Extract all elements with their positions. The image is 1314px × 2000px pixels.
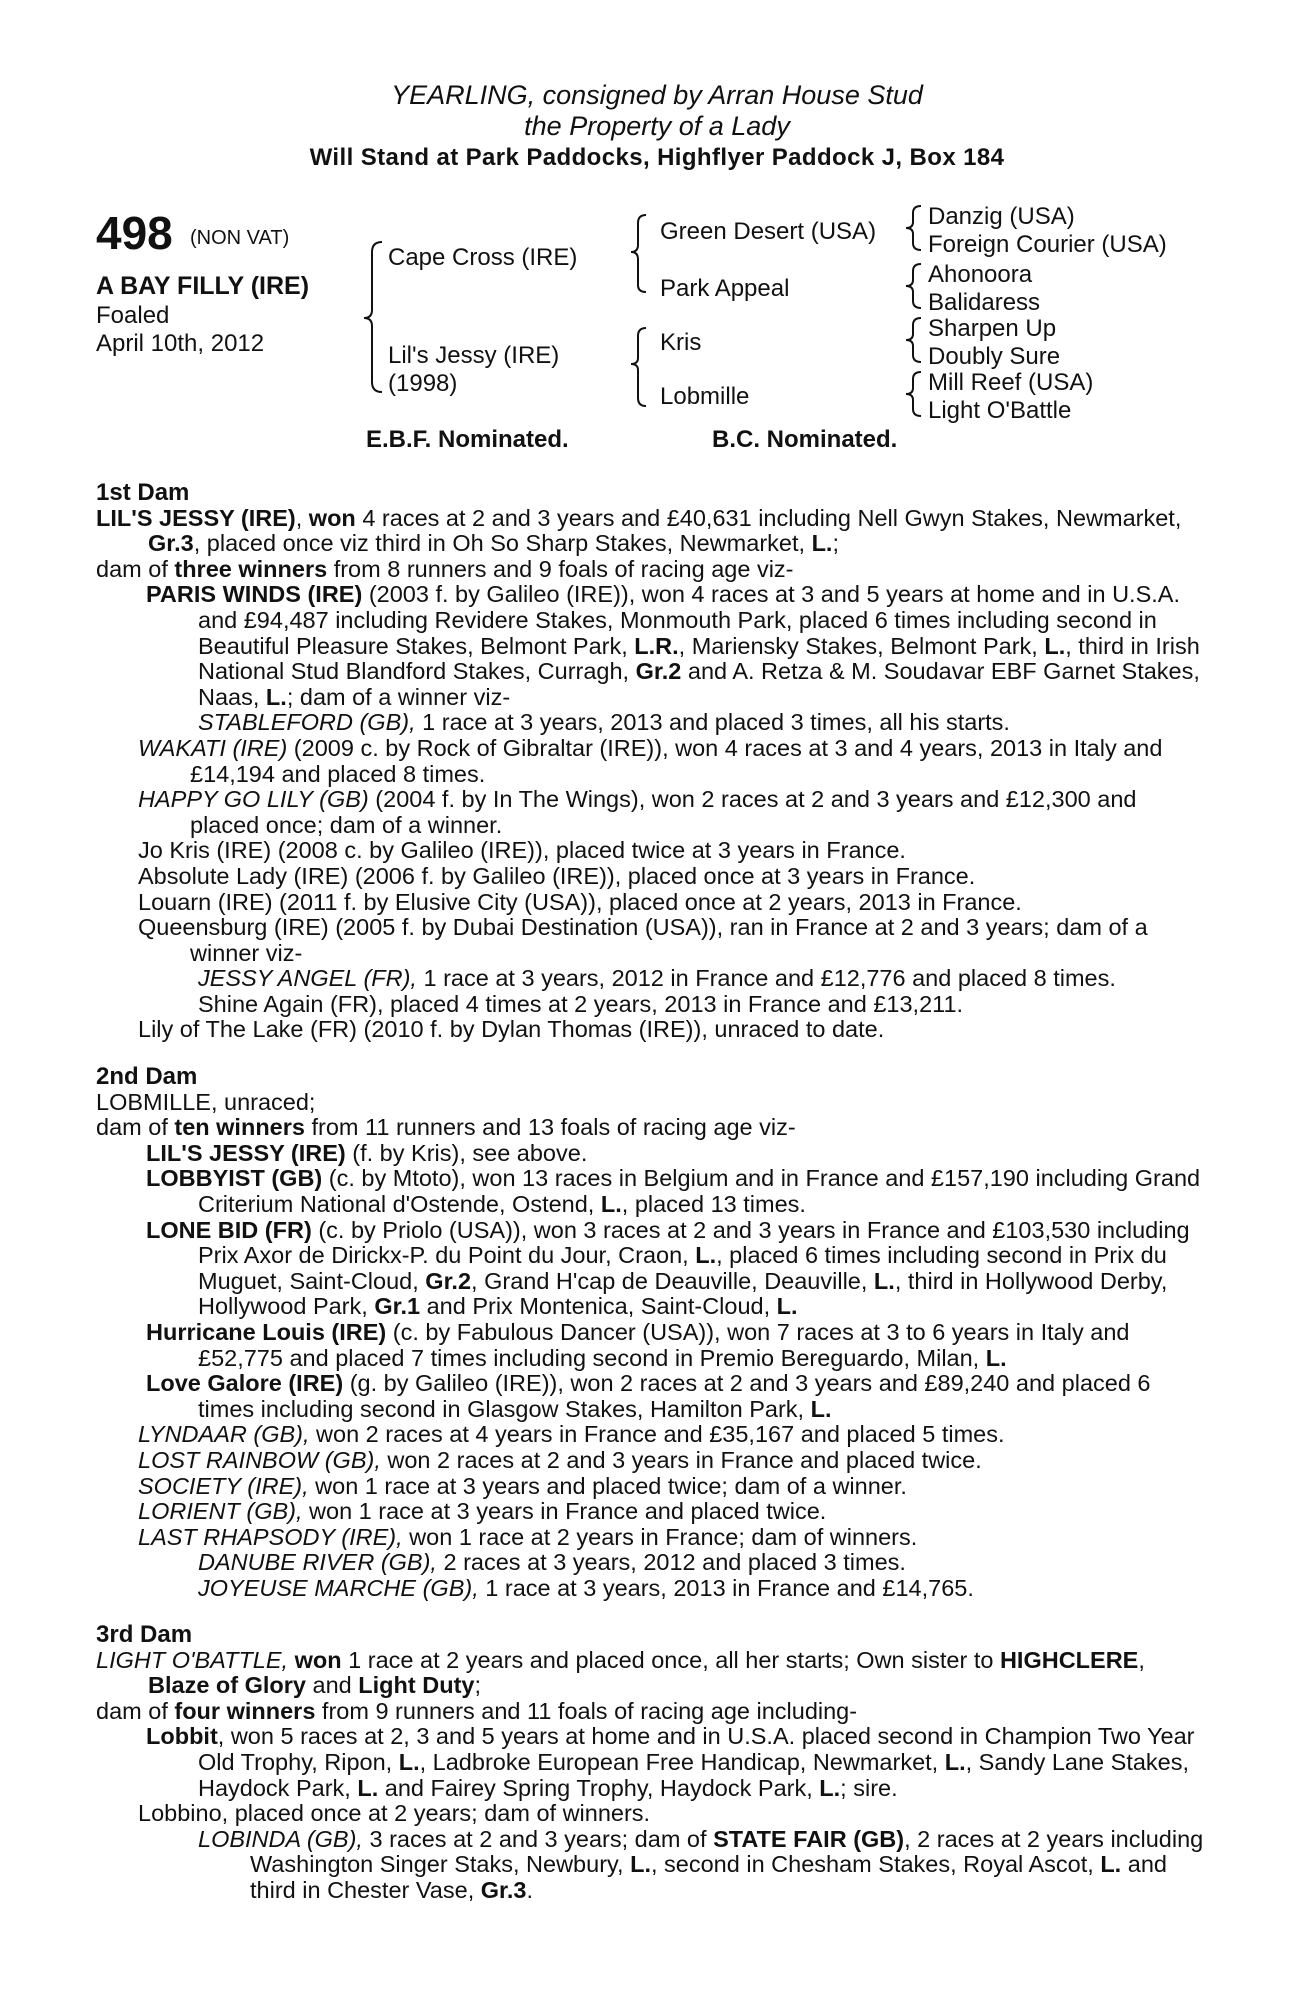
text: won 1 race at 3 years in France and placed twice.	[302, 1498, 827, 1525]
grade-label: Gr.3	[480, 1876, 527, 1903]
listed-label: L.	[695, 1242, 717, 1269]
produce-entry	[96, 1576, 1206, 1602]
text: , 2 races at 2 years including Washington Singer Staks, Newbury,	[250, 1825, 1204, 1878]
listed-label: L.	[819, 1774, 841, 1801]
pedigree-dam: Lil's Jessy (IRE)	[388, 342, 560, 369]
text: ,	[1138, 1646, 1145, 1673]
foaled-date: April 10th, 2012	[96, 330, 265, 357]
text: ; dam of a winner viz-	[286, 683, 511, 710]
text: 1 race at 3 years, 2013 in France and £14,765.	[478, 1574, 974, 1601]
first-dam-summary	[96, 506, 1206, 557]
text: ; sire.	[840, 1774, 898, 1801]
produce-name: Lobbit	[146, 1723, 218, 1750]
pedigree-sire-sire: Green Desert (USA)	[660, 218, 877, 245]
pedigree-g4: Balidaress	[928, 289, 1041, 316]
text: (2003 f. by Galileo (IRE)), won 4 races at 3 and 5 years at home and in U.S.A. and £94,487 including Revidere Stakes, Monmouth Park, placed 6 times including second in Beautiful Pleasure Stakes, Belmont Park,	[198, 581, 1180, 659]
produce-entry	[96, 1320, 1206, 1371]
text: won 2 races at 4 years in France and £35,167 and placed 5 times.	[309, 1421, 1005, 1448]
sibling-name: Blaze of Glory	[148, 1672, 307, 1699]
text: , placed 13 times.	[621, 1190, 806, 1217]
sibling-name: HIGHCLERE	[999, 1646, 1139, 1673]
produce-entry	[96, 1724, 1206, 1801]
text: (c. by Fabulous Dancer (USA)), won 7 races at 3 to 6 years in Italy and £52,775 and placed 7 times including second in Premio Bereguardo, Milan,	[198, 1318, 1130, 1371]
listed-label: L.R.	[634, 632, 679, 659]
first-dam-produce-summary	[96, 557, 1206, 583]
second-dam-produce-summary	[96, 1115, 1206, 1141]
text: , won 5 races at 2, 3 and 5 years at home and in U.S.A. placed second in Champion Two Year Old Trophy, Ripon,	[198, 1723, 1195, 1775]
pedigree-dam-year: (1998)	[388, 370, 458, 397]
produce-name: LYNDAAR (GB),	[138, 1421, 310, 1448]
dam-name: LIGHT O'BATTLE,	[96, 1646, 289, 1673]
text: (c. by Priolo (USA)), won 3 races at 2 and 3 years in France and £103,530 including Prix Axor de Dirickx-P. du Point du Jour, Craon,	[198, 1216, 1190, 1269]
text: (g. by Galileo (IRE)), won 2 races at 2 and 3 years and £89,240 and placed 6 times including second in Glasgow Stakes, Hamilton Park,	[198, 1370, 1151, 1422]
pedigree-g8: Light O'Battle	[928, 397, 1072, 424]
produce-name: WAKATI (IRE)	[138, 734, 288, 761]
text: 1 race at 3 years, 2012 in France and £12,776 and placed 8 times.	[416, 965, 1116, 992]
header-property: the Property of a Lady	[524, 111, 790, 141]
listed-label: L.	[265, 683, 287, 710]
produce-name: LONE BID (FR)	[146, 1216, 312, 1243]
first-dam-title: 1st Dam	[96, 479, 190, 506]
pedigree-g3: Ahonoora	[928, 261, 1033, 288]
text: (2004 f. by In The Wings), won 2 races at 2 and 3 years and £12,300 and placed once; dam of a winner.	[190, 786, 1137, 838]
text: ;	[474, 1672, 481, 1699]
text: , Grand H'cap de Deauville, Deauville,	[471, 1267, 874, 1294]
produce-entry	[96, 1218, 1206, 1320]
sibling-name: Light Duty	[358, 1672, 475, 1699]
first-dam-section	[96, 480, 1206, 1043]
text: 3 races at 2 and 3 years; dam of	[362, 1825, 714, 1852]
produce-entry: Jo Kris (IRE) (2008 c. by Galileo (IRE)), placed twice at 3 years in France.	[138, 837, 906, 864]
produce-name: JOYEUSE MARCHE (GB),	[198, 1574, 479, 1601]
text: and	[306, 1672, 359, 1699]
produce-entry	[96, 1141, 1206, 1167]
vat-status: (NON VAT)	[190, 227, 290, 249]
produce-name: Love Galore (IRE)	[146, 1370, 344, 1397]
produce-entry: Queensburg (IRE) (2005 f. by Dubai Destination (USA)), ran in France at 2 and 3 years; dam of a winner viz-	[138, 914, 1148, 966]
grade-label: Gr.2	[425, 1267, 472, 1294]
grade-label: Gr.2	[635, 658, 682, 685]
listed-label: L.	[810, 1395, 832, 1422]
produce-name: STATE FAIR (GB)	[713, 1825, 905, 1852]
text: won 2 races at 2 and 3 years in France and placed twice.	[380, 1446, 982, 1473]
second-dam-name: LOBMILLE, unraced;	[96, 1088, 316, 1115]
text: ,	[295, 504, 309, 531]
ebf-nominated: E.B.F. Nominated.	[366, 426, 569, 453]
pedigree-g2: Foreign Courier (USA)	[928, 231, 1167, 258]
produce-name: DANUBE RIVER (GB),	[198, 1549, 437, 1576]
text: (c. by Mtoto), won 13 races in Belgium and in France and £157,190 including Grand Criterium National d'Ostende, Ostend,	[198, 1165, 1201, 1217]
listed-label: L.	[630, 1851, 651, 1878]
pedigree-g1: Danzig (USA)	[928, 203, 1075, 230]
produce-entry	[96, 1827, 1206, 1904]
produce-entry: Lily of The Lake (FR) (2010 f. by Dylan Thomas (IRE)), unraced to date.	[138, 1016, 885, 1043]
text: , Sandy Lane Stakes, Haydock Park,	[198, 1748, 1190, 1801]
pedigree-braces	[0, 0, 1314, 460]
produce-entry	[96, 1371, 1206, 1422]
produce-name: LAST RHAPSODY (IRE),	[138, 1523, 403, 1550]
header-consignor: YEARLING, consigned by Arran House Stud	[391, 80, 923, 110]
text: (f. by Kris), see above.	[345, 1139, 588, 1166]
text: dam of	[96, 1114, 175, 1141]
text: 1 race at 2 years and placed once, all her starts; Own sister to	[341, 1646, 1000, 1673]
lot-number: 498	[96, 207, 173, 259]
text: dam of	[96, 555, 175, 582]
foaled-label: Foaled	[96, 302, 170, 329]
listed-label: L.	[873, 1267, 895, 1294]
pedigree-sire-dam: Park Appeal	[660, 275, 790, 302]
listed-label: L.	[1100, 1851, 1122, 1878]
listed-label: L.	[398, 1748, 420, 1775]
text: and Prix Montenica, Saint-Cloud,	[420, 1293, 777, 1320]
grade-label: Gr.3	[148, 530, 194, 557]
winners-count: three winners	[174, 555, 328, 582]
produce-entry: Lobbino, placed once at 2 years; dam of winners.	[138, 1800, 651, 1827]
pedigree-sire: Cape Cross (IRE)	[388, 244, 578, 271]
produce-entry	[96, 710, 1206, 736]
produce-entry: Shine Again (FR), placed 4 times at 2 years, 2013 in France and £13,211.	[198, 990, 964, 1017]
produce-entry: Absolute Lady (IRE) (2006 f. by Galileo (IRE)), placed once at 3 years in France.	[138, 862, 976, 889]
pedigree-g7: Mill Reef (USA)	[928, 369, 1094, 396]
produce-name: LOBINDA (GB),	[198, 1825, 363, 1852]
text: won 1 race at 2 years in France; dam of winners.	[402, 1523, 918, 1550]
produce-entry	[96, 1448, 1206, 1474]
produce-entry	[96, 787, 1206, 838]
text: , third in Irish National Stud Blandford Stakes, Curragh,	[198, 632, 1200, 685]
second-dam-section	[96, 1064, 1206, 1601]
produce-entry	[96, 1499, 1206, 1525]
produce-name: HAPPY GO LILY (GB)	[138, 786, 369, 813]
header-location: Will Stand at Park Paddocks, Highflyer Paddock J, Box 184	[309, 144, 1005, 171]
produce-name: LOST RAINBOW (GB),	[138, 1446, 381, 1473]
text: from 9 runners and 11 foals of racing age including-	[315, 1697, 858, 1724]
listed-label: L.	[776, 1293, 798, 1320]
produce-entry	[96, 1525, 1206, 1551]
bc-nominated: B.C. Nominated.	[712, 426, 898, 453]
third-dam-summary	[96, 1648, 1206, 1699]
dam-name: LIL'S JESSY (IRE)	[96, 504, 296, 531]
produce-entry	[96, 1166, 1206, 1217]
text: , Mariensky Stakes, Belmont Park,	[678, 632, 1045, 659]
listed-label: L.	[944, 1748, 966, 1775]
won-label: won	[308, 504, 356, 531]
third-dam-title: 3rd Dam	[96, 1621, 193, 1648]
produce-entry	[96, 1550, 1206, 1576]
text: ;	[832, 530, 839, 557]
winners-count: ten winners	[174, 1114, 305, 1141]
won-label: won	[294, 1646, 342, 1673]
produce-name: JESSY ANGEL (FR),	[198, 965, 417, 992]
pedigree-dam-sire: Kris	[660, 329, 702, 356]
produce-name: LOBBYIST (GB)	[146, 1165, 323, 1192]
third-dam-section	[96, 1622, 1206, 1904]
text: dam of	[96, 1697, 175, 1724]
text: won 1 race at 3 years and placed twice; dam of a winner.	[308, 1472, 907, 1499]
text: 2 races at 3 years, 2012 and placed 3 times.	[436, 1549, 906, 1576]
listed-label: L.	[811, 530, 833, 557]
produce-name: PARIS WINDS (IRE)	[146, 581, 363, 608]
text: 4 races at 2 and 3 years and £40,631 including Nell Gwyn Stakes, Newmarket,	[355, 504, 1182, 531]
text: , third in Hollywood Derby, Hollywood Park,	[198, 1267, 1168, 1320]
text: , Ladbroke European Free Handicap, Newmarket,	[419, 1748, 945, 1775]
text: and A. Retza & M. Soudavar EBF Garnet Stakes, Naas,	[198, 658, 1200, 710]
horse-name: A BAY FILLY (IRE)	[96, 272, 310, 300]
listed-label: L.	[600, 1190, 622, 1217]
pedigree-g6: Doubly Sure	[928, 343, 1061, 370]
third-dam-produce-summary	[96, 1699, 1206, 1725]
text: .	[526, 1876, 534, 1903]
pedigree-dam-dam: Lobmille	[660, 383, 750, 410]
produce-name: LORIENT (GB),	[138, 1498, 303, 1525]
second-dam-title: 2nd Dam	[96, 1063, 198, 1090]
produce-name: Hurricane Louis (IRE)	[146, 1318, 387, 1345]
produce-entry	[96, 966, 1206, 992]
produce-entry	[96, 1474, 1206, 1500]
text: , placed once viz third in Oh So Sharp Stakes, Newmarket,	[193, 530, 812, 557]
text: and third in Chester Vase,	[250, 1851, 1167, 1903]
produce-entry	[96, 736, 1206, 787]
text: , placed 6 times including second in Prix du Muguet, Saint-Cloud,	[198, 1242, 1167, 1294]
text: from 11 runners and 13 foals of racing age viz-	[304, 1114, 796, 1141]
listed-label: L.	[1044, 632, 1066, 659]
produce-entry: Louarn (IRE) (2011 f. by Elusive City (USA)), placed once at 2 years, 2013 in France.	[138, 888, 1022, 915]
listed-label: L.	[357, 1774, 379, 1801]
text: (2009 c. by Rock of Gibraltar (IRE)), won 4 races at 3 and 4 years, 2013 in Italy and £14,194 and placed 8 times.	[190, 734, 1163, 787]
pedigree-g5: Sharpen Up	[928, 315, 1057, 342]
text: 1 race at 3 years, 2013 and placed 3 times, all his starts.	[415, 709, 1010, 736]
produce-entry	[96, 1422, 1206, 1448]
text: from 8 runners and 9 foals of racing age viz-	[327, 555, 794, 582]
produce-name: LIL'S JESSY (IRE)	[146, 1139, 346, 1166]
produce-entry	[96, 582, 1206, 710]
winners-count: four winners	[174, 1697, 316, 1724]
listed-label: L.	[985, 1344, 1007, 1371]
produce-name: STABLEFORD (GB),	[198, 709, 416, 736]
text: and Fairey Spring Trophy, Haydock Park,	[378, 1774, 820, 1801]
produce-name: SOCIETY (IRE),	[138, 1472, 309, 1499]
text: , second in Chesham Stakes, Royal Ascot,	[650, 1851, 1101, 1878]
grade-label: Gr.1	[374, 1293, 421, 1320]
